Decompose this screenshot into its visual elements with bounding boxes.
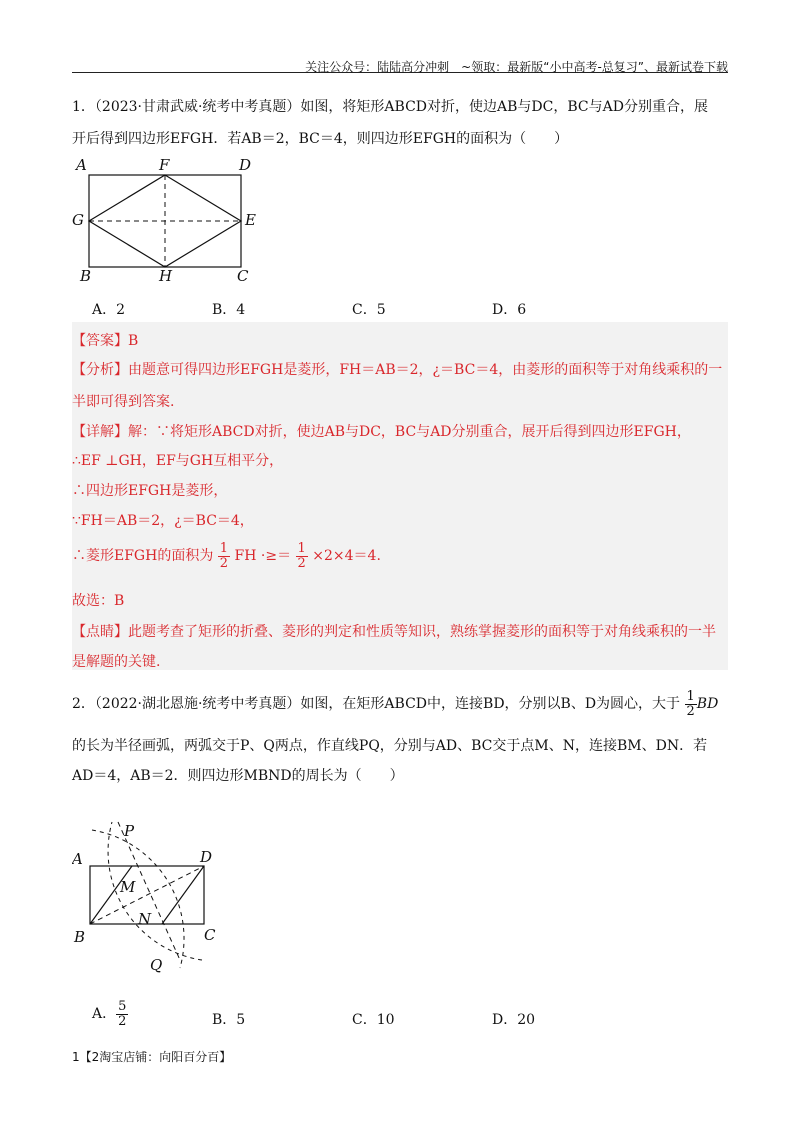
detail-line5-post: ×2×4＝4. (312, 548, 381, 565)
detail-line2: ∴EF ⊥GH，EF与GH互相平分， (72, 453, 284, 469)
label-d-2: D (200, 848, 213, 866)
choice-line: 故选：B (72, 593, 125, 609)
label-d: D (239, 156, 252, 174)
fraction-half-2: $\frac{1}{2}$ (297, 541, 306, 571)
label-m: M (120, 878, 136, 896)
q2-option-a-fraction: $\frac{5}{2}$ (118, 999, 127, 1029)
detail-text-1: 解：∵将矩形ABCD对折，使边AB与DC，BC与AD分别重合，展开后得到四边形EFGH， (128, 424, 691, 440)
segment-dn (162, 866, 204, 924)
q2-stem-line1 (72, 690, 718, 718)
page-header: 关注公众号：陆陆高分冲刺 ~领取：最新版“小中高考-总复习”、最新试卷下载 (305, 60, 728, 74)
fraction-half-1: $\frac{1}{2}$ (219, 541, 229, 571)
q2-stem-line3: AD＝4，AB＝2．则四边形MBND的周长为（ ） (72, 768, 404, 784)
q1-stem-line2: 开后得到四边形EFGH．若AB＝2，BC＝4，则四边形EFGH的面积为（ ） (72, 131, 569, 147)
detail-line4: ∵FH＝AB＝2，¿＝BC＝4， (72, 513, 254, 529)
q2-option-b: B．5 (212, 1012, 246, 1028)
label-p: P (124, 822, 135, 840)
detail-line5-pre: ∴菱形EFGH的面积为 (72, 548, 214, 565)
q1-option-b: B．4 (212, 302, 246, 318)
q2-option-d: D．20 (492, 1012, 536, 1028)
q2-fraction-half: $\frac{1}{2}$ (686, 689, 695, 719)
q1-option-a: A．2 (92, 302, 126, 318)
page-footer: 1【2淘宝店铺：向阳百分百】 (72, 1050, 232, 1064)
label-c: C (237, 267, 249, 285)
label-a: A (76, 156, 87, 174)
q2-option-a: A． $\frac{5}{2}$ (92, 999, 127, 1029)
analysis-text-1: 由题意可得四边形EFGH是菱形，FH＝AB＝2，¿＝BC＝4，由菱形的面积等于对角线乘积的一 (128, 362, 723, 378)
q1-option-c: C．5 (352, 302, 386, 318)
label-g: G (72, 211, 84, 229)
label-b-2: B (74, 928, 86, 946)
label-n: N (138, 910, 152, 928)
answer-value: B (128, 333, 139, 349)
detail-line1 (72, 421, 691, 441)
arc-from-b (92, 830, 184, 968)
q1-stem-line1: 1．（2023·甘肃武威·统考中考真题）如图，将矩形ABCD对折，使边AB与DC，BC与AD分别重合，展 (72, 99, 708, 115)
label-f: F (159, 156, 170, 174)
answer-line (72, 330, 138, 350)
q2-stem-line2: 的长为半径画弧，两弧交于P、Q两点，作直线PQ，分别与AD、BC交于点M、N，连接BM、DN．若 (72, 738, 708, 754)
q1-rectangle-figure (72, 155, 272, 285)
comment-line1 (72, 621, 716, 641)
detail-line5 (72, 542, 381, 570)
analysis-tag: 【分析】 (72, 362, 128, 378)
label-b: B (80, 267, 92, 285)
label-a-2: A (72, 850, 83, 868)
detail-line3: ∴四边形EFGH是菱形， (72, 483, 228, 499)
analysis-line2: 半即可得到答案. (72, 394, 175, 410)
answer-tag: 【答案】 (72, 333, 128, 349)
label-h: H (159, 267, 173, 285)
comment-line2: 是解题的关键. (72, 654, 161, 670)
comment-text-1: 此题考查了矩形的折叠、菱形的判定和性质等知识，熟练掌握菱形的面积等于对角线乘积的一半 (128, 624, 716, 640)
q1-option-d: D．6 (492, 302, 527, 318)
q2-construction-figure (72, 800, 232, 980)
q2-stem-text-1: 2．（2022·湖北恩施·统考中考真题）如图，在矩形ABCD中，连接BD，分别以B、D为圆心，大于 (72, 696, 681, 713)
header-divider (72, 72, 728, 73)
analysis-line1 (72, 359, 722, 379)
label-q: Q (150, 956, 163, 974)
label-c-2: C (204, 926, 216, 944)
detail-line5-mid: FH ·≥＝ (234, 548, 292, 565)
q2-bd: BD (696, 696, 719, 713)
label-e: E (245, 211, 256, 229)
detail-tag: 【详解】 (72, 424, 128, 440)
comment-tag: 【点睛】 (72, 624, 128, 640)
q2-option-c: C．10 (352, 1012, 395, 1028)
